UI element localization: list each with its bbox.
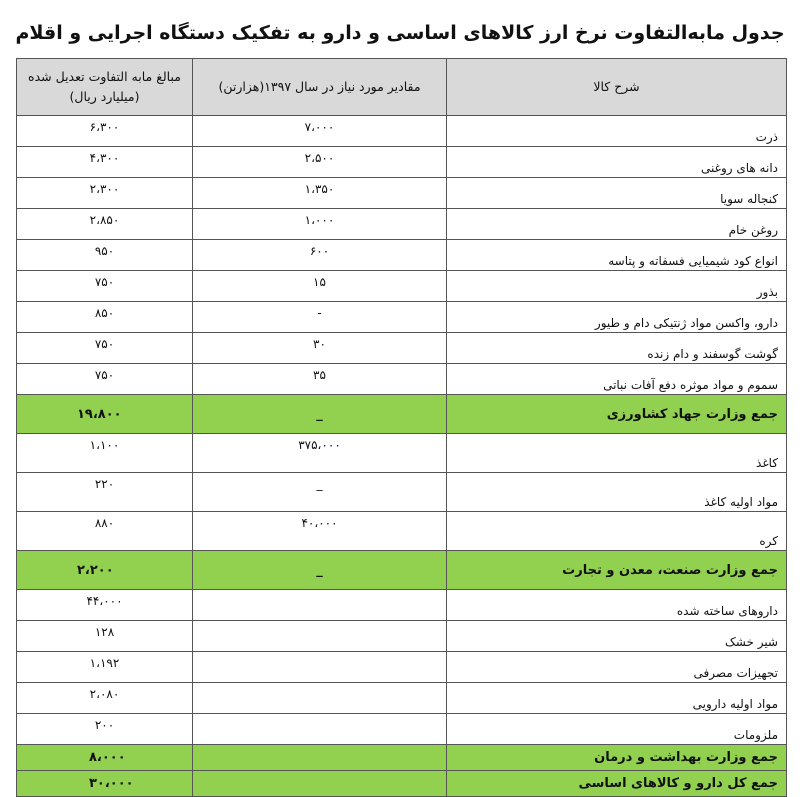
table-row: [17, 178, 787, 209]
item-name: ملزومات: [447, 714, 787, 745]
table-row: [17, 434, 787, 473]
item-name: مواد اولیه دارویی: [447, 683, 787, 714]
item-name: مواد اولیه کاغذ: [447, 473, 787, 512]
item-name: گوشت گوسفند و دام زنده: [447, 333, 787, 364]
table-row: [17, 240, 787, 271]
table-row: [17, 683, 787, 714]
item-amount: ۶،۳۰۰: [17, 116, 193, 147]
item-amount: ۱،۱۹۲: [17, 652, 193, 683]
item-quantity: ۶۰۰: [193, 240, 447, 271]
item-quantity: [193, 652, 447, 683]
grand-total-amount: ۳۰،۰۰۰: [17, 771, 193, 797]
header-amount: مبالغ مابه التفاوت تعدیل شده (میلیارد ریال): [17, 59, 193, 116]
data-table: [16, 58, 787, 797]
item-amount: ۲،۰۸۰: [17, 683, 193, 714]
subtotal-name: جمع وزارت جهاد کشاورزی: [447, 395, 787, 434]
item-quantity: [193, 714, 447, 745]
table-row: [17, 271, 787, 302]
item-quantity: ۳۵: [193, 364, 447, 395]
item-name: کره: [447, 512, 787, 551]
table-row: [17, 147, 787, 178]
item-name: دارو، واکسن مواد ژنتیکی دام و طیور: [447, 302, 787, 333]
grand-total-row: [17, 771, 787, 797]
table-row: [17, 333, 787, 364]
item-quantity: [193, 621, 447, 652]
item-quantity: ۲،۵۰۰: [193, 147, 447, 178]
table-row: [17, 473, 787, 512]
subtotal-quantity: _: [193, 395, 447, 434]
subtotal-row: [17, 551, 787, 590]
table-row: [17, 652, 787, 683]
header-item: شرح کالا: [447, 59, 787, 116]
subtotal-name: جمع وزارت صنعت، معدن و تجارت: [447, 551, 787, 590]
item-quantity: [193, 590, 447, 621]
item-quantity: ۳۰: [193, 333, 447, 364]
subtotal-row: [17, 395, 787, 434]
item-amount: ۷۵۰: [17, 271, 193, 302]
item-name: کاغذ: [447, 434, 787, 473]
subtotal-amount: ۱۹،۸۰۰: [17, 395, 193, 434]
table-row: [17, 209, 787, 240]
grand-total-quantity: [193, 771, 447, 797]
subtotal-row: [17, 745, 787, 771]
item-quantity: ۱،۰۰۰: [193, 209, 447, 240]
table-row: [17, 621, 787, 652]
item-name: داروهای ساخته شده: [447, 590, 787, 621]
item-amount: ۹۵۰: [17, 240, 193, 271]
item-name: دانه های روغنی: [447, 147, 787, 178]
item-amount: ۱۲۸: [17, 621, 193, 652]
item-amount: ۲۲۰: [17, 473, 193, 512]
item-amount: ۲،۳۰۰: [17, 178, 193, 209]
item-name: شیر خشک: [447, 621, 787, 652]
item-quantity: ۱۵: [193, 271, 447, 302]
item-name: تجهیزات مصرفی: [447, 652, 787, 683]
header-row: [17, 59, 787, 116]
item-quantity: ۱،۳۵۰: [193, 178, 447, 209]
item-quantity: _: [193, 473, 447, 512]
item-amount: ۷۵۰: [17, 333, 193, 364]
item-quantity: [193, 683, 447, 714]
item-quantity: ۴۰،۰۰۰: [193, 512, 447, 551]
item-amount: ۸۵۰: [17, 302, 193, 333]
item-amount: ۸۸۰: [17, 512, 193, 551]
item-amount: ۲،۸۵۰: [17, 209, 193, 240]
item-quantity: ۳۷۵،۰۰۰: [193, 434, 447, 473]
item-name: کنجاله سویا: [447, 178, 787, 209]
table-row: [17, 590, 787, 621]
item-name: روغن خام: [447, 209, 787, 240]
header-quantity: مقادیر مورد نیاز در سال ۱۳۹۷(هزارتن): [193, 59, 447, 116]
subtotal-quantity: _: [193, 551, 447, 590]
item-name: ذرت: [447, 116, 787, 147]
grand-total-name: جمع کل دارو و کالاهای اساسی: [447, 771, 787, 797]
table-row: [17, 116, 787, 147]
subtotal-amount: ۸،۰۰۰: [17, 745, 193, 771]
table-row: [17, 302, 787, 333]
subtotal-quantity: [193, 745, 447, 771]
table-row: [17, 364, 787, 395]
table-row: [17, 714, 787, 745]
item-quantity: ۷،۰۰۰: [193, 116, 447, 147]
subtotal-amount: ۲،۲۰۰: [17, 551, 193, 590]
item-name: بذور: [447, 271, 787, 302]
item-name: انواع کود شیمیایی فسفاته و پتاسه: [447, 240, 787, 271]
item-quantity: -: [193, 302, 447, 333]
item-amount: ۴۴،۰۰۰: [17, 590, 193, 621]
item-amount: ۷۵۰: [17, 364, 193, 395]
table-row: [17, 512, 787, 551]
page-title: جدول مابه‌التفاوت نرخ ارز کالاهای اساسی و دارو به تفکیک دستگاه اجرایی و اقلام: [15, 22, 785, 44]
item-name: سموم و مواد موثره دفع آفات نباتی: [447, 364, 787, 395]
subtotal-name: جمع وزارت بهداشت و درمان: [447, 745, 787, 771]
item-amount: ۲۰۰: [17, 714, 193, 745]
item-amount: ۴،۳۰۰: [17, 147, 193, 178]
item-amount: ۱،۱۰۰: [17, 434, 193, 473]
